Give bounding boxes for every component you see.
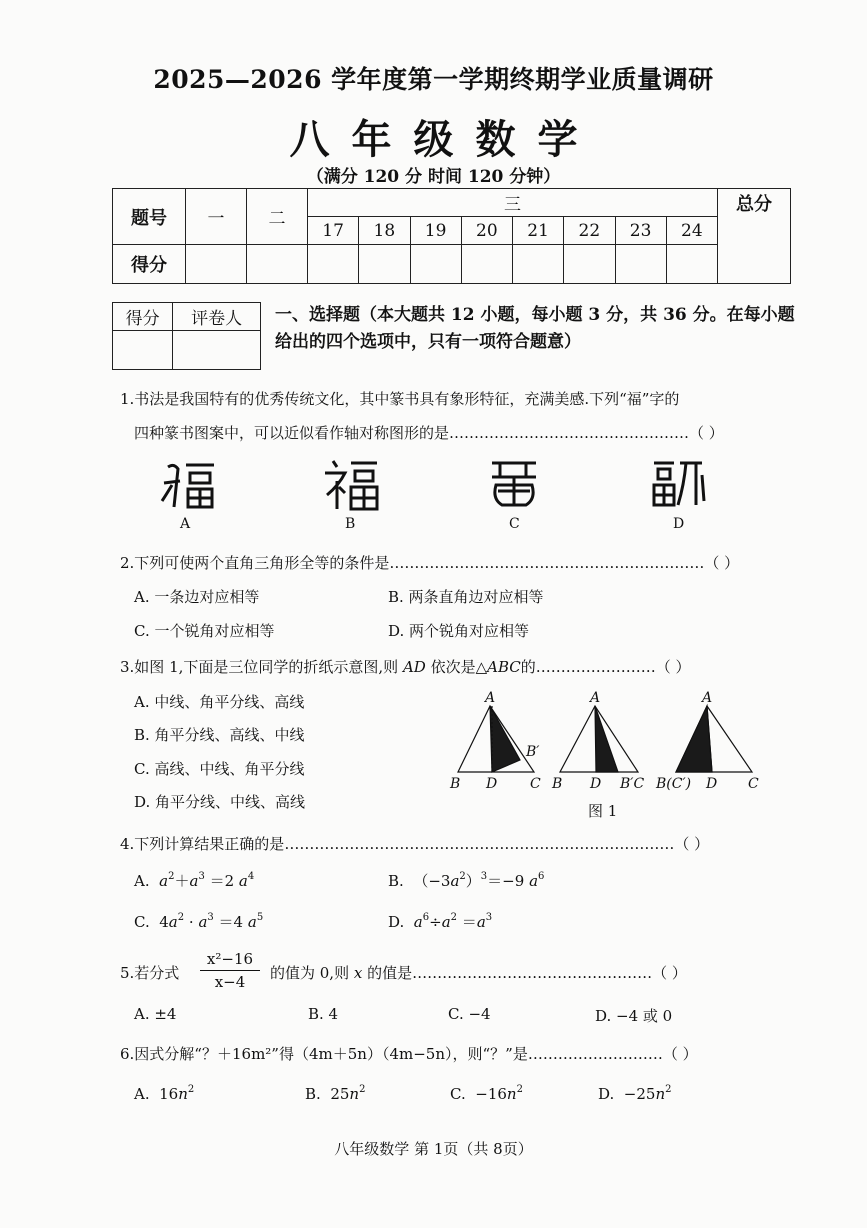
- seal-glyph-a: [162, 465, 214, 507]
- q3-stem-b: 依次是△: [430, 658, 488, 676]
- q3-figure-caption: 图 1: [588, 802, 618, 820]
- exam-meta: （满分 120 分 时间 120 分钟）: [306, 167, 561, 187]
- q3-option-b: B. 角平分线、高线、中线: [134, 726, 305, 744]
- total-score-cell[interactable]: [718, 217, 791, 284]
- subject-title: 八年级数学: [289, 116, 600, 163]
- fold-figure-3: [676, 706, 752, 772]
- exam-header-title: 2025—2026 学年度第一学期终期学业质量调研: [153, 65, 714, 94]
- fig1-label-c: C: [530, 776, 541, 792]
- q1-label-b: B: [345, 516, 356, 532]
- score-cell-22[interactable]: [564, 245, 615, 284]
- seal-glyph-b: [325, 461, 377, 509]
- score-table: [112, 188, 791, 284]
- q1-label-d: D: [673, 516, 685, 532]
- q1-glyph-images: [160, 455, 720, 515]
- score-cell-18[interactable]: [359, 245, 410, 284]
- q6-option-c: C. $-16n^2$: [450, 1084, 523, 1103]
- seal-glyph-c: [492, 463, 536, 505]
- q5-stem-a: 5.若分式: [120, 964, 180, 982]
- q2-option-a: A. 一条边对应相等: [134, 588, 260, 606]
- score-cell-19[interactable]: [410, 245, 461, 284]
- label-question-number: 题号: [113, 189, 186, 245]
- q3-figure: [440, 690, 780, 800]
- score-cell-17[interactable]: [308, 245, 359, 284]
- col-24: 24: [666, 217, 717, 245]
- q5-option-a: A. ±4: [134, 1005, 177, 1023]
- col-17: 17: [308, 217, 359, 245]
- grader-name-cell[interactable]: [173, 331, 261, 370]
- q5-option-d: D. −4 或 0: [595, 1007, 673, 1025]
- score-cell-21[interactable]: [513, 245, 564, 284]
- fig1-label-d: D: [486, 776, 498, 792]
- fig3-label-bc: B(C′): [656, 776, 692, 792]
- score-cell-23[interactable]: [615, 245, 666, 284]
- q6-option-b: B. $25n^2$: [305, 1084, 366, 1103]
- q3-option-a: A. 中线、角平分线、高线: [134, 693, 305, 711]
- fig1-label-b: B: [450, 776, 461, 792]
- q4-option-a: A. $a^2+a^3 =2$ $a^4$: [134, 871, 255, 890]
- fig2-label-b: B: [552, 776, 563, 792]
- fig3-label-a: A: [702, 690, 713, 706]
- score-cell-20[interactable]: [461, 245, 512, 284]
- seal-glyph-d: [654, 463, 704, 505]
- q1-stem-line2: 四种篆书图案中，可以近似看作轴对称图形的是…………………………………………（ ）: [134, 424, 724, 442]
- q3-stem-c: 的……………………（ ）: [520, 658, 691, 676]
- q6-option-a: A. $16n^2$: [134, 1084, 195, 1103]
- fig2-label-a: A: [590, 690, 601, 706]
- label-score: 得分: [113, 245, 186, 284]
- score-cell-two[interactable]: [247, 245, 308, 284]
- q3-stem-abc: ABC: [487, 658, 521, 676]
- q2-stem: 2.下列可使两个直角三角形全等的条件是………………………………………………………（ ）: [120, 554, 740, 572]
- col-23: 23: [615, 217, 666, 245]
- q2-option-c: C. 一个锐角对应相等: [134, 622, 275, 640]
- page-footer: 八年级数学 第 1页（共 8页）: [334, 1140, 533, 1158]
- col-21: 21: [513, 217, 564, 245]
- q3-stem-a: 3.如图 1,下面是三位同学的折纸示意图,则: [120, 658, 399, 676]
- grader-score-label: 得分: [113, 303, 173, 331]
- q5-fraction: [200, 950, 260, 991]
- q1-label-c: C: [509, 516, 520, 532]
- fold-figure-2: [560, 706, 638, 772]
- q2-option-d: D. 两个锐角对应相等: [388, 622, 530, 640]
- q5-stem-rest: [270, 962, 687, 984]
- q2-option-b: B. 两条直角边对应相等: [388, 588, 544, 606]
- col-20: 20: [461, 217, 512, 245]
- q5-denominator: x−4: [214, 973, 246, 991]
- grader-name-label: 评卷人: [173, 303, 261, 331]
- col-18: 18: [359, 217, 410, 245]
- q3-stem-ad: AD: [402, 658, 426, 676]
- fig1-label-bp: B′: [526, 744, 540, 760]
- section-one-heading: 一、选择题（本大题共 12 小题，每小题 3 分，共 36 分。在每小题给出的四个选项中，只有一项符合题意）: [275, 305, 795, 352]
- q4-stem: 4.下列计算结果正确的是……………………………………………………………………（ ）: [120, 835, 710, 853]
- col-section-three: 三: [308, 189, 718, 217]
- q5-stem-c: 的值是…………………………………………（ ）: [367, 964, 687, 982]
- score-cell-24[interactable]: [666, 245, 717, 284]
- grader-table: [112, 302, 261, 370]
- fig1-label-a: A: [485, 690, 496, 706]
- q5-option-b: B. 4: [308, 1005, 339, 1023]
- q5-var: x: [353, 964, 363, 982]
- fig2-label-d: D: [590, 776, 602, 792]
- col-22: 22: [564, 217, 615, 245]
- fig3-label-d: D: [706, 776, 718, 792]
- col-section-one: 一: [186, 189, 247, 245]
- q3-stem: [120, 656, 691, 678]
- col-section-two: 二: [247, 189, 308, 245]
- q3-option-c: C. 高线、中线、角平分线: [134, 760, 305, 778]
- q6-option-d: D. $-25n^2$: [598, 1084, 672, 1103]
- q1-stem-line1: 1.书法是我国特有的优秀传统文化，其中篆书具有象形特征，充满美感.下列“福”字的: [120, 390, 680, 408]
- fig3-label-c: C: [748, 776, 759, 792]
- q6-stem: 6.因式分解“？＋16m²”得（4m＋5n）（4m−5n），则“？”是………………………（ ）: [120, 1045, 698, 1063]
- q1-label-a: A: [180, 516, 191, 532]
- col-19: 19: [410, 217, 461, 245]
- q5-numerator: x²−16: [200, 950, 260, 971]
- col-total: 总分: [718, 189, 791, 217]
- fig2-label-bpc: B′C: [620, 776, 645, 792]
- q5-option-c: C. −4: [448, 1005, 491, 1023]
- score-cell-one[interactable]: [186, 245, 247, 284]
- fold-figure-1: [458, 706, 534, 772]
- q5-stem-b: 的值为 0,则: [270, 964, 350, 982]
- q4-option-b: B. $(-3a^2)^3=-9$ $a^6$: [388, 871, 545, 890]
- q3-option-d: D. 角平分线、中线、高线: [134, 793, 306, 811]
- q4-option-c: C. $4a^2 \cdot a^3 =4$ $a^5$: [134, 912, 264, 931]
- q4-option-d: D. $a^6\div a^2 =a^3$: [388, 912, 493, 931]
- grader-score-cell[interactable]: [113, 331, 173, 370]
